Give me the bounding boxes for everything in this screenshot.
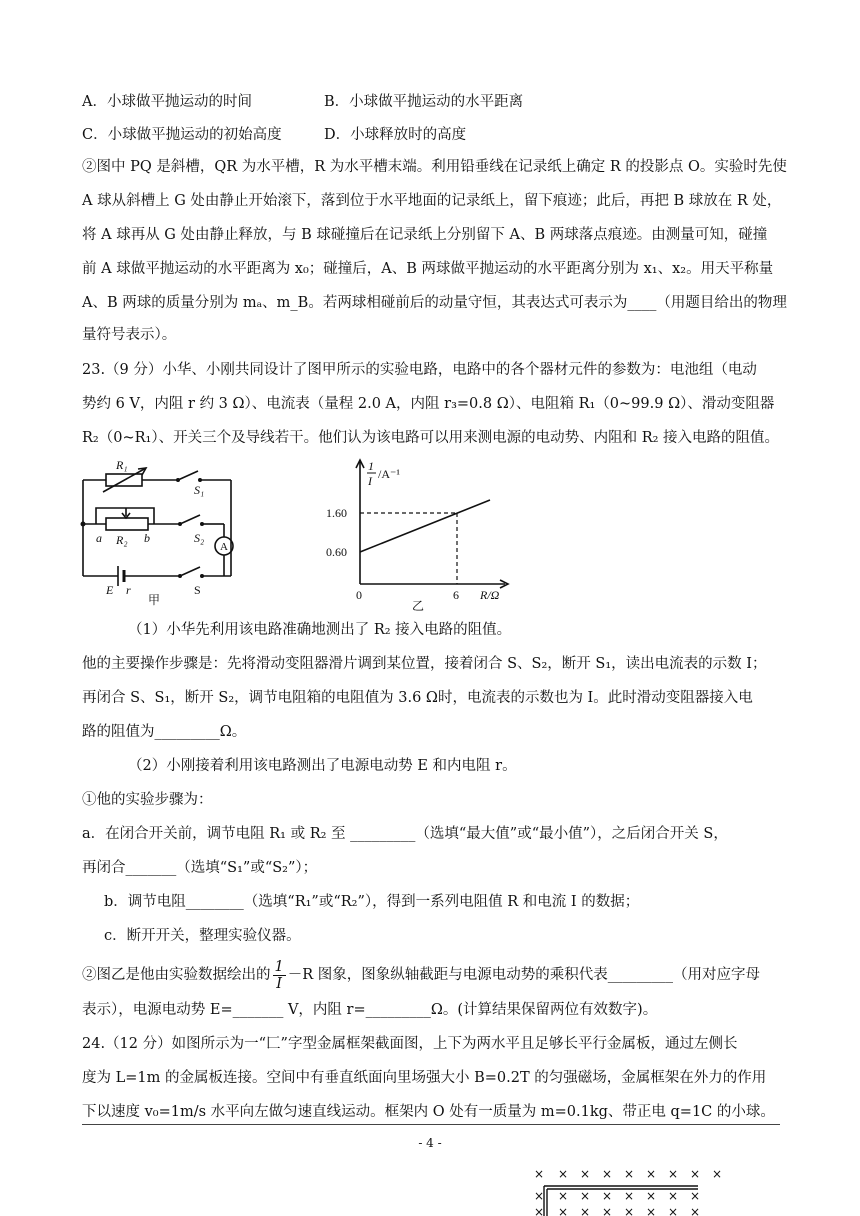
q24-line-3: 下以速度 v₀=1m/s 水平向左做匀速直线运动。框架内 O 处有一质量为 m=0.1kg、带正电 q=1C 的小球。 bbox=[82, 1104, 775, 1120]
field-x-mark: × bbox=[712, 1167, 723, 1181]
field-x-mark: × bbox=[580, 1167, 591, 1181]
label-a: a bbox=[96, 531, 102, 545]
part2b-line-1 bbox=[82, 958, 760, 992]
field-x-mark: × bbox=[690, 1167, 701, 1181]
magnetic-field-figure bbox=[528, 1166, 728, 1216]
field-x-mark: × bbox=[534, 1167, 545, 1181]
field-x-mark: × bbox=[690, 1189, 701, 1203]
q22-line-6: 量符号表示）。 bbox=[82, 327, 177, 343]
svg-text:1: 1 bbox=[368, 459, 374, 473]
label-b: b bbox=[144, 531, 150, 545]
label-s1: S₁ bbox=[194, 483, 205, 497]
option-d: D．小球释放时的高度 bbox=[324, 127, 467, 143]
graph-yi bbox=[320, 456, 520, 612]
x-tick-1: 6 bbox=[453, 588, 459, 602]
field-x-mark: × bbox=[624, 1167, 635, 1181]
part2-line-2: ①他的实验步骤为： bbox=[82, 792, 213, 808]
q23-line-3: R₂（0~R₁）、开关三个及导线若干。他们认为该电路可以用来测电源的电动势、内阻和 R₂ 接入电路的阻值。 bbox=[82, 430, 780, 446]
field-x-mark: × bbox=[668, 1167, 679, 1181]
field-x-mark: × bbox=[624, 1205, 635, 1216]
q24-line-1: 24.（12 分）如图所示为一“匚”字型金属框架截面图，上下为两水平且足够长平行金属板，通过左侧长 bbox=[82, 1036, 738, 1052]
caption-jia: 甲 bbox=[148, 593, 161, 606]
q22-line-3: 将 A 球再从 G 处由静止释放，与 B 球碰撞后在记录纸上分别留下 A、B 两球落点痕迹。由测量可知，碰撞 bbox=[82, 227, 768, 243]
page-number: - 4 - bbox=[418, 1136, 442, 1150]
field-x-mark: × bbox=[558, 1167, 569, 1181]
q22-line-5: A、B 两球的质量分别为 mₐ、m_B。若两球相碰前后的动量守恒，其表达式可表示为____（用题目给出的物理 bbox=[82, 295, 787, 311]
field-x-mark: × bbox=[602, 1205, 613, 1216]
part2-step-c: c．断开开关，整理实验仪器。 bbox=[104, 928, 301, 944]
field-x-mark: × bbox=[558, 1205, 569, 1216]
circuit-diagram-jia bbox=[76, 456, 256, 606]
part1-line-2: 他的主要操作步骤是：先将滑动变阻器滑片调到某位置，接着闭合 S、S₂，断开 S₁，读出电流表的示数 I； bbox=[82, 656, 767, 672]
field-x-mark: × bbox=[646, 1167, 657, 1181]
part2-step-a-cont: 再闭合_______（选填“S₁”或“S₂”）； bbox=[82, 860, 318, 876]
label-e: E bbox=[106, 583, 114, 597]
field-x-mark: × bbox=[558, 1189, 569, 1203]
label-r: r bbox=[126, 583, 131, 597]
label-r2: R₂ bbox=[116, 533, 128, 547]
field-x-mark: × bbox=[624, 1189, 635, 1203]
q22-line-4: 前 A 球做平抛运动的水平距离为 x₀；碰撞后，A、B 两球做平抛运动的水平距离分别为 x₁、x₂。用天平称量 bbox=[82, 261, 774, 277]
q22-line-1: ②图中 PQ 是斜槽，QR 为水平槽，R 为水平槽末端。利用铅垂线在记录纸上确定 R 的投影点 O。实验时先使 bbox=[82, 159, 787, 175]
field-x-mark: × bbox=[534, 1189, 545, 1203]
part2b-before: ②图乙是他由实验数据绘出的 bbox=[82, 967, 271, 983]
field-x-mark: × bbox=[580, 1189, 591, 1203]
q23-line-1: 23.（9 分）小华、小刚共同设计了图甲所示的实验电路，电路中的各个器材元件的参数为：电池组（电动 bbox=[82, 362, 757, 378]
field-x-mark: × bbox=[602, 1189, 613, 1203]
option-c: C．小球做平抛运动的初始高度 bbox=[82, 127, 282, 143]
label-r1: R₁ bbox=[116, 458, 128, 472]
part2-line-1: （2）小刚接着利用该电路测出了电源电动势 E 和内电阻 r。 bbox=[128, 758, 517, 774]
label-s: S bbox=[194, 583, 201, 597]
part2-step-b: b．调节电阻________（选填“R₁”或“R₂”），得到一系列电阻值 R 和电流 I 的数据； bbox=[104, 894, 640, 910]
x-tick-0: 0 bbox=[356, 588, 362, 602]
svg-text:I: I bbox=[368, 474, 372, 488]
q24-line-2: 度为 L=1m 的金属板连接。空间中有垂直纸面向里场强大小 B=0.2T 的匀强磁场，金属框架在外力的作用 bbox=[82, 1070, 767, 1086]
field-x-mark: × bbox=[646, 1205, 657, 1216]
q22-line-2: A 球从斜槽上 G 处由静止开始滚下，落到位于水平地面的记录纸上，留下痕迹；此后，再把 B 球放在 R 处， bbox=[82, 193, 782, 209]
field-x-mark: × bbox=[534, 1205, 545, 1216]
footer-rule bbox=[82, 1124, 780, 1125]
x-axis-label: R/Ω bbox=[480, 588, 500, 602]
fraction-1-over-i: $\frac{1}{I}$ bbox=[274, 958, 284, 992]
option-a: A．小球做平抛运动的时间 bbox=[82, 94, 252, 110]
field-x-mark: × bbox=[580, 1205, 591, 1216]
caption-yi: 乙 bbox=[412, 599, 425, 612]
option-b: B．小球做平抛运动的水平距离 bbox=[324, 94, 524, 110]
field-x-mark: × bbox=[668, 1205, 679, 1216]
part2b-line-2: 表示），电源电动势 E=_______ V，内阻 r=_________Ω。(计算结果保留两位有效数字)。 bbox=[82, 1002, 658, 1018]
field-x-mark: × bbox=[646, 1189, 657, 1203]
ammeter-label: A bbox=[220, 541, 228, 553]
part1-line-3: 再闭合 S、S₁，断开 S₂，调节电阻箱的电阻值为 3.6 Ω时，电流表的示数也为 I。此时滑动变阻器接入电 bbox=[82, 690, 753, 706]
y-tick-1: 1.60 bbox=[326, 506, 347, 520]
y-tick-0: 0.60 bbox=[326, 545, 347, 559]
field-x-mark: × bbox=[690, 1205, 701, 1216]
part2b-after: －R 图象，图象纵轴截距与电源电动势的乘积代表_________（用对应字母 bbox=[287, 967, 761, 983]
q23-line-2: 势约 6 V，内阻 r 约 3 Ω）、电流表（量程 2.0 A，内阻 r₃=0.8 Ω）、电阻箱 R₁（0~99.9 Ω）、滑动变阻器 bbox=[82, 396, 775, 412]
part1-line-4: 路的阻值为_________Ω。 bbox=[82, 724, 247, 740]
y-axis-label: /A⁻¹ bbox=[378, 467, 400, 481]
field-x-mark: × bbox=[668, 1189, 679, 1203]
label-s2: S₂ bbox=[194, 531, 205, 545]
part1-line-1: （1）小华先利用该电路准确地测出了 R₂ 接入电路的阻值。 bbox=[128, 622, 512, 638]
part2-step-a: a．在闭合开关前，调节电阻 R₁ 或 R₂ 至 _________（选填“最大值”或“最小值”），之后闭合开关 S， bbox=[82, 826, 728, 842]
field-x-mark: × bbox=[602, 1167, 613, 1181]
